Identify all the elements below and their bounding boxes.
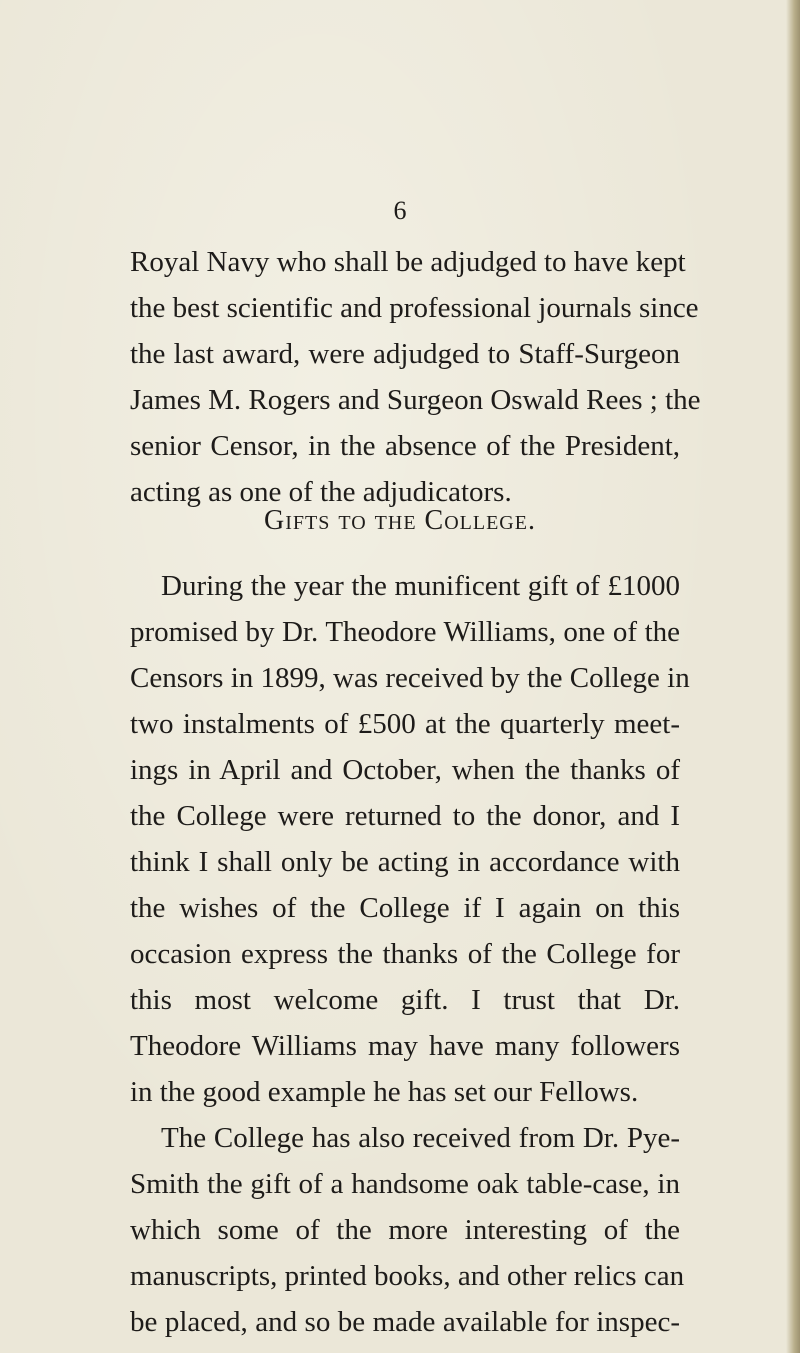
paragraph-line: which some of the more interesting of the [130, 1214, 680, 1246]
page-number: 6 [393, 196, 407, 225]
paragraph-line: During the year the munificent gift of £1000 [161, 570, 680, 602]
paragraph-line: manuscripts, printed books, and other relics can [130, 1260, 685, 1292]
paragraph-line: Theodore Williams may have many followers [130, 1030, 680, 1062]
paragraph-line: occasion express the thanks of the College for [130, 938, 680, 970]
paragraph-line: The College has also received from Dr. Pye- [161, 1122, 680, 1154]
paragraph-line: James M. Rogers and Surgeon Oswald Rees ; the [130, 384, 701, 416]
paragraph-line: promised by Dr. Theodore Williams, one of the [130, 616, 680, 648]
paragraph-line: the wishes of the College if I again on this [130, 892, 680, 924]
paragraph-line: be placed, and so be made available for inspec- [130, 1306, 680, 1338]
section-heading: Gifts to the College. [264, 505, 536, 536]
paragraph-line: senior Censor, in the absence of the President, [130, 430, 680, 462]
paragraph-line: the best scientific and professional journals since [130, 292, 699, 324]
paragraph-line: in the good example he has set our Fellows. [130, 1076, 639, 1108]
paragraph-line: the College were returned to the donor, and I [130, 800, 680, 832]
paragraph-line: acting as one of the adjudicators. [130, 476, 512, 508]
paragraph-line: the last award, were adjudged to Staff-Surgeon [130, 338, 680, 370]
paragraph-line: Smith the gift of a handsome oak table-case, in [130, 1168, 680, 1200]
paragraph-line: this most welcome gift. I trust that Dr. [130, 984, 680, 1016]
paragraph-line: Royal Navy who shall be adjudged to have kept [130, 246, 686, 278]
paragraph-line: two instalments of £500 at the quarterly meet- [130, 708, 680, 740]
paragraph-line: think I shall only be acting in accordance with [130, 846, 680, 878]
paragraph-line: Censors in 1899, was received by the College in [130, 662, 690, 694]
paragraph-line: ings in April and October, when the thanks of [130, 754, 680, 786]
